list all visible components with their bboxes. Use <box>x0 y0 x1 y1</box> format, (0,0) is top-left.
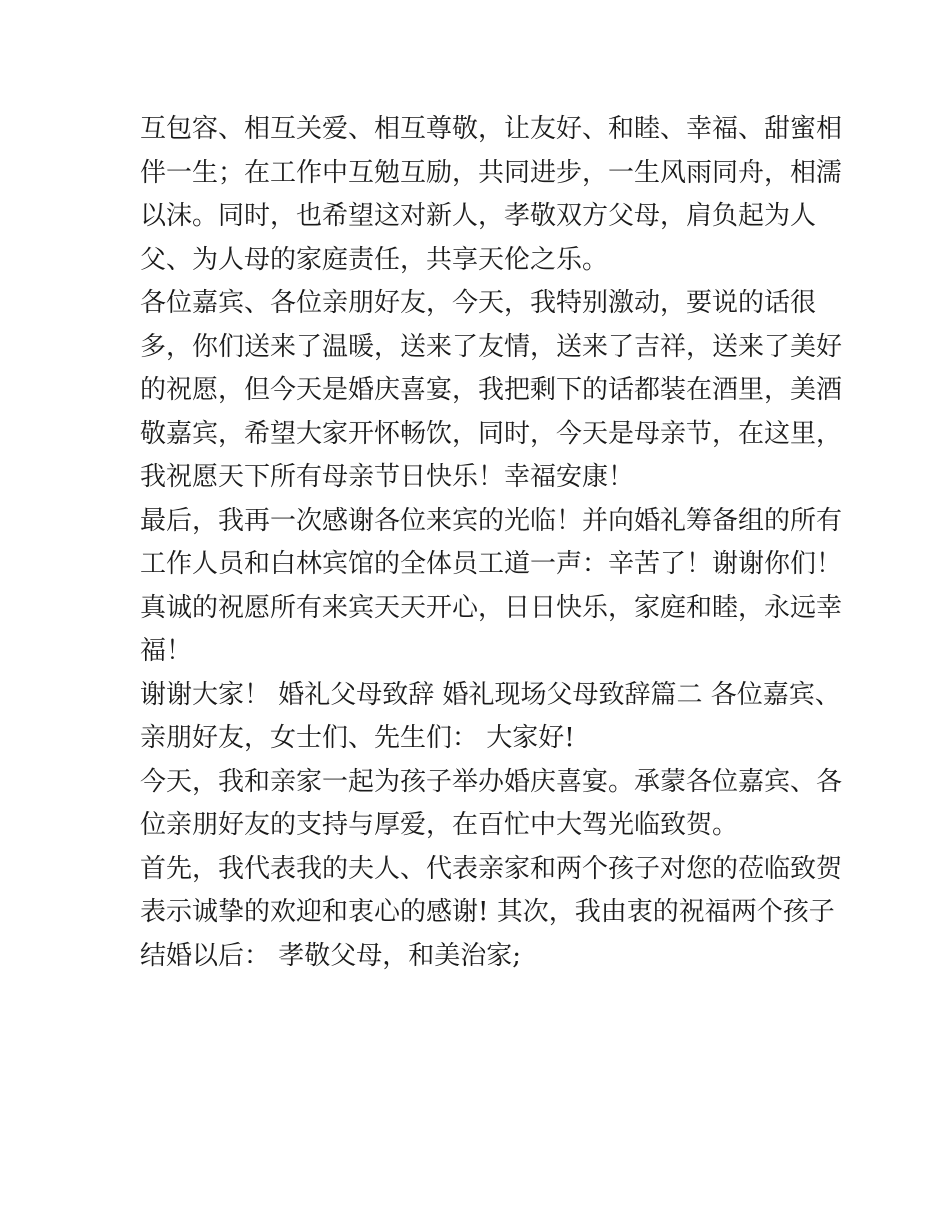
text-line: 亲朋好友，女士们、先生们： 大家好! <box>140 723 575 753</box>
text-line: 的祝愿，但今天是婚庆喜宴，我把剩下的话都装在酒里，美酒 <box>140 375 843 405</box>
document-body <box>140 108 843 978</box>
text-line: 今天，我和亲家一起为孩子举办婚庆喜宴。承蒙各位嘉宾、各 <box>140 766 843 797</box>
text-line: 谢谢大家！ 婚礼父母致辞 婚礼现场父母致辞篇二 各位嘉宾、 <box>140 679 841 710</box>
text-line: 伴一生；在工作中互勉互励，共同进步，一生风雨同舟，相濡 <box>140 157 843 188</box>
text-line: 互包容、相互关爱、相互尊敬，让友好、和睦、幸福、甜蜜相 <box>140 114 843 144</box>
text-line: 表示诚挚的欢迎和衷心的感谢! 其次，我由衷的祝福两个孩子 <box>140 897 835 927</box>
text-line: 多，你们送来了温暖，送来了友情，送来了吉祥，送来了美好 <box>140 331 843 362</box>
text-line: 首先，我代表我的夫人、代表亲家和两个孩子对您的莅临致贺 <box>140 853 843 884</box>
text-line: 我祝愿天下所有母亲节日快乐！幸福安康！ <box>140 462 635 492</box>
text-line: 真诚的祝愿所有来宾天天开心，日日快乐，家庭和睦，永远幸 <box>140 592 843 623</box>
text-line: 以沫。同时，也希望这对新人，孝敬双方父母，肩负起为人 <box>140 201 817 231</box>
text-line: 敬嘉宾，希望大家开怀畅饮，同时，今天是母亲节，在这里， <box>140 418 843 449</box>
text-line: 父、为人母的家庭责任，共享天伦之乐。 <box>140 244 609 275</box>
text-line: 福！ <box>140 636 193 666</box>
text-line: 最后，我再一次感谢各位来宾的光临！并向婚礼筹备组的所有 <box>140 505 843 536</box>
text-line: 工作人员和白林宾馆的全体员工道一声：辛苦了！谢谢你们！ <box>140 549 843 579</box>
text-line: 位亲朋好友的支持与厚爱，在百忙中大驾光临致贺。 <box>140 810 739 840</box>
text-line: 各位嘉宾、各位亲朋好友，今天，我特别激动，要说的话很 <box>140 288 817 318</box>
text-line: 结婚以后： 孝敬父母，和美治家; <box>140 940 522 971</box>
